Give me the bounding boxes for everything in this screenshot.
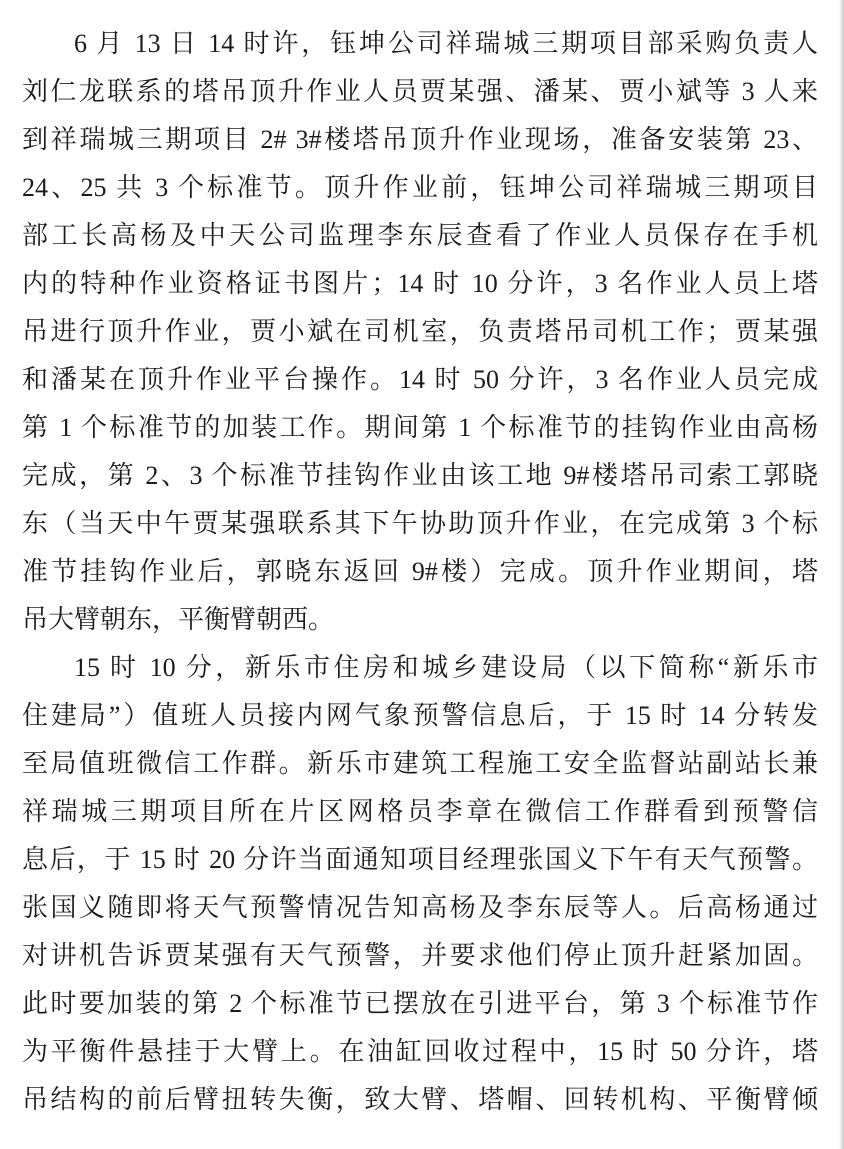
text-line: 吊结构的前后臂扭转失衡，致大臂、塔帽、回转机构、平衡臂倾 (22, 1085, 818, 1114)
text-line: 15 时 10 分，新乐市住房和城乡建设局（以下简称“新乐市 (74, 653, 818, 682)
text-line: 祥瑞城三期项目所在片区网格员李章在微信工作群看到预警信 (22, 797, 818, 826)
text-line: 到祥瑞城三期项目 2# 3#楼塔吊顶升作业现场，准备安装第 23、 (22, 125, 818, 154)
text-line: 东（当天中午贾某强联系其下午协助顶升作业，在完成第 3 个标 (22, 509, 818, 538)
text-line: 至局值班微信工作群。新乐市建筑工程施工安全监督站副站长兼 (22, 749, 818, 778)
text-line: 准节挂钩作业后，郭晓东返回 9#楼）完成。顶升作业期间，塔 (22, 557, 818, 586)
text-line: 吊大臂朝东，平衡臂朝西。 (22, 605, 335, 634)
text-line: 为平衡件悬挂于大臂上。在油缸回收过程中，15 时 50 分许，塔 (22, 1037, 818, 1066)
scan-edge-artifact (839, 0, 844, 1149)
text-line: 刘仁龙联系的塔吊顶升作业人员贾某强、潘某、贾小斌等 3 人来 (22, 77, 818, 106)
text-line: 第 1 个标准节的加装工作。期间第 1 个标准节的挂钩作业由高杨 (22, 413, 818, 442)
text-line: 住建局”）值班人员接内网气象预警信息后，于 15 时 14 分转发 (22, 701, 818, 730)
text-line: 6 月 13 日 14 时许，钰坤公司祥瑞城三期项目部采购负责人 (74, 29, 818, 58)
text-line: 内的特种作业资格证书图片；14 时 10 分许，3 名作业人员上塔 (22, 269, 818, 298)
paragraph (22, 644, 818, 1124)
text-line: 和潘某在顶升作业平台操作。14 时 50 分许，3 名作业人员完成 (22, 365, 818, 394)
paragraph (22, 20, 818, 644)
text-line: 此时要加装的第 2 个标准节已摆放在引进平台，第 3 个标准节作 (22, 989, 818, 1018)
text-line: 吊进行顶升作业，贾小斌在司机室，负责塔吊司机工作；贾某强 (22, 317, 818, 346)
text-line: 24、25 共 3 个标准节。顶升作业前，钰坤公司祥瑞城三期项目 (22, 173, 818, 202)
text-line: 对讲机告诉贾某强有天气预警，并要求他们停止顶升赶紧加固。 (22, 941, 818, 970)
text-line: 部工长高杨及中天公司监理李东辰查看了作业人员保存在手机 (22, 221, 818, 250)
text-line: 张国义随即将天气预警情况告知高杨及李东辰等人。后高杨通过 (22, 893, 818, 922)
text-line: 息后，于 15 时 20 分许当面通知项目经理张国义下午有天气预警。 (22, 845, 818, 874)
text-line: 完成，第 2、3 个标准节挂钩作业由该工地 9#楼塔吊司索工郭晓 (22, 461, 818, 490)
